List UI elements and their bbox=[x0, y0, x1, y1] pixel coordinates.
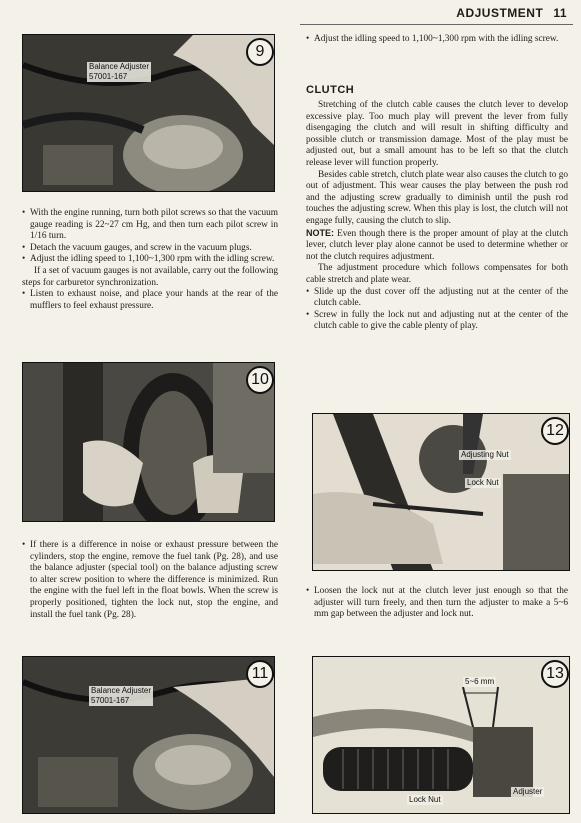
page-number: 11 bbox=[553, 6, 567, 20]
carburetor-photo-illustration bbox=[23, 657, 274, 813]
figure-12-photo bbox=[312, 413, 570, 571]
fig9-label-line1: Balance Adjuster bbox=[89, 62, 150, 71]
figure-number-badge: 10 bbox=[246, 366, 274, 394]
header-rule bbox=[300, 24, 573, 25]
left-text-block-1 bbox=[22, 208, 278, 312]
bullet-item: • If there is a difference in noise or exhaust pressure between the cylinders, stop the engine, remove the fuel tank (Pg. 28), and use the balance adjuster (special tool) on the balance adjusting screw to alter screw position to where the difference is minimized. Run the engine with the fuel left in the float bowls. When the screw is properly positioned, tighten the lock nut, stop the engine, and install the fuel tank (Pg. 28). bbox=[22, 540, 278, 621]
note-paragraph bbox=[306, 228, 568, 264]
fig11-label-line1: Balance Adjuster bbox=[91, 686, 152, 695]
bullet-item: • Adjust the idling speed to 1,100~1,300 rpm with the idling screw. bbox=[306, 34, 568, 46]
figure-10-photo bbox=[22, 362, 275, 522]
note-label: NOTE: bbox=[306, 227, 334, 238]
clutch-cable-photo-illustration bbox=[313, 414, 569, 570]
paragraph: If a set of vacuum gauges is not available, carry out the following steps for carburetor synchronization. bbox=[22, 265, 278, 288]
section-title: CLUTCH bbox=[306, 84, 355, 96]
fig11-label-line2: 57001-167 bbox=[91, 696, 130, 705]
bullet-item: • Adjust the idling speed to 1,100~1,300 rpm with the idling screw. bbox=[22, 254, 278, 266]
figure-number-badge: 9 bbox=[246, 38, 274, 66]
fig11-label bbox=[89, 686, 153, 706]
right-text-after-fig12 bbox=[306, 586, 568, 621]
figure-11-photo bbox=[22, 656, 275, 814]
bullet-item: • Loosen the lock nut at the clutch lever just enough so that the adjuster will turn freely, and then turn the adjuster to make a 5~6 mm gap between the adjuster and lock nut. bbox=[306, 586, 568, 621]
right-text-top bbox=[306, 34, 568, 46]
adjuster-label: Adjuster bbox=[513, 787, 543, 796]
left-text-block-2 bbox=[22, 540, 278, 621]
bullet-item: • Slide up the dust cover off the adjusting nut at the center of the clutch cable. bbox=[306, 287, 568, 310]
bullet-item: • Detach the vacuum gauges, and screw in the vacuum plugs. bbox=[22, 243, 278, 255]
fig9-label bbox=[87, 62, 151, 82]
carburetor-photo-illustration bbox=[23, 35, 274, 191]
bullet-item: • Screw in fully the lock nut and adjusting nut at the center of the clutch cable to give the cable plenty of play. bbox=[306, 310, 568, 333]
fig9-label-line2: 57001-167 bbox=[89, 72, 128, 81]
clutch-text-block bbox=[306, 100, 568, 333]
page-header bbox=[446, 6, 567, 20]
paragraph: The adjustment procedure which follows compensates for both cable stretch and plate wear. bbox=[306, 263, 568, 285]
gap-label: 5~6 mm bbox=[465, 677, 495, 686]
bullet-item: • Listen to exhaust noise, and place your hands at the rear of the mufflers to feel exhaust pressure. bbox=[22, 289, 278, 312]
bullet-item: • With the engine running, turn both pilot screws so that the vacuum gauge reading is 22~27 cm Hg, and then turn each pilot screw in 1/16 turn. bbox=[22, 208, 278, 243]
figure-number-badge: 11 bbox=[246, 660, 274, 688]
note-text: Even though there is the proper amount of play at the clutch lever, clutch lever play alone cannot be used to determine whether or not the clutch requires adjustment. bbox=[306, 228, 568, 262]
adjusting-nut-label: Adjusting Nut bbox=[461, 450, 509, 459]
lock-nut-label: Lock Nut bbox=[409, 795, 441, 804]
paragraph: Stretching of the clutch cable causes the clutch lever to develop excessive play. Too much play will prevent the lever from fully disengaging the clutch and will result in shifting difficulty and possible clutch or transmission damage. Most of the play must be adjusted out, but a small amount has to be left so that the clutch release lever will function properly. bbox=[306, 100, 568, 168]
paragraph: Besides cable stretch, clutch plate wear also causes the clutch to go out of adjustment. This wear causes the play between the push rod and the adjusting screw gradually to diminish until the push rod touches the adjusting screw. When this play is lost, the clutch will not engage fully, causing the clutch to slip. bbox=[306, 169, 568, 226]
figure-number-badge: 12 bbox=[541, 417, 569, 445]
muffler-hands-photo-illustration bbox=[23, 363, 274, 521]
figure-13-photo bbox=[312, 656, 570, 814]
figure-number-badge: 13 bbox=[541, 660, 569, 688]
header-title: ADJUSTMENT bbox=[456, 6, 544, 20]
figure-9-photo bbox=[22, 34, 275, 192]
lock-nut-label: Lock Nut bbox=[467, 478, 499, 487]
